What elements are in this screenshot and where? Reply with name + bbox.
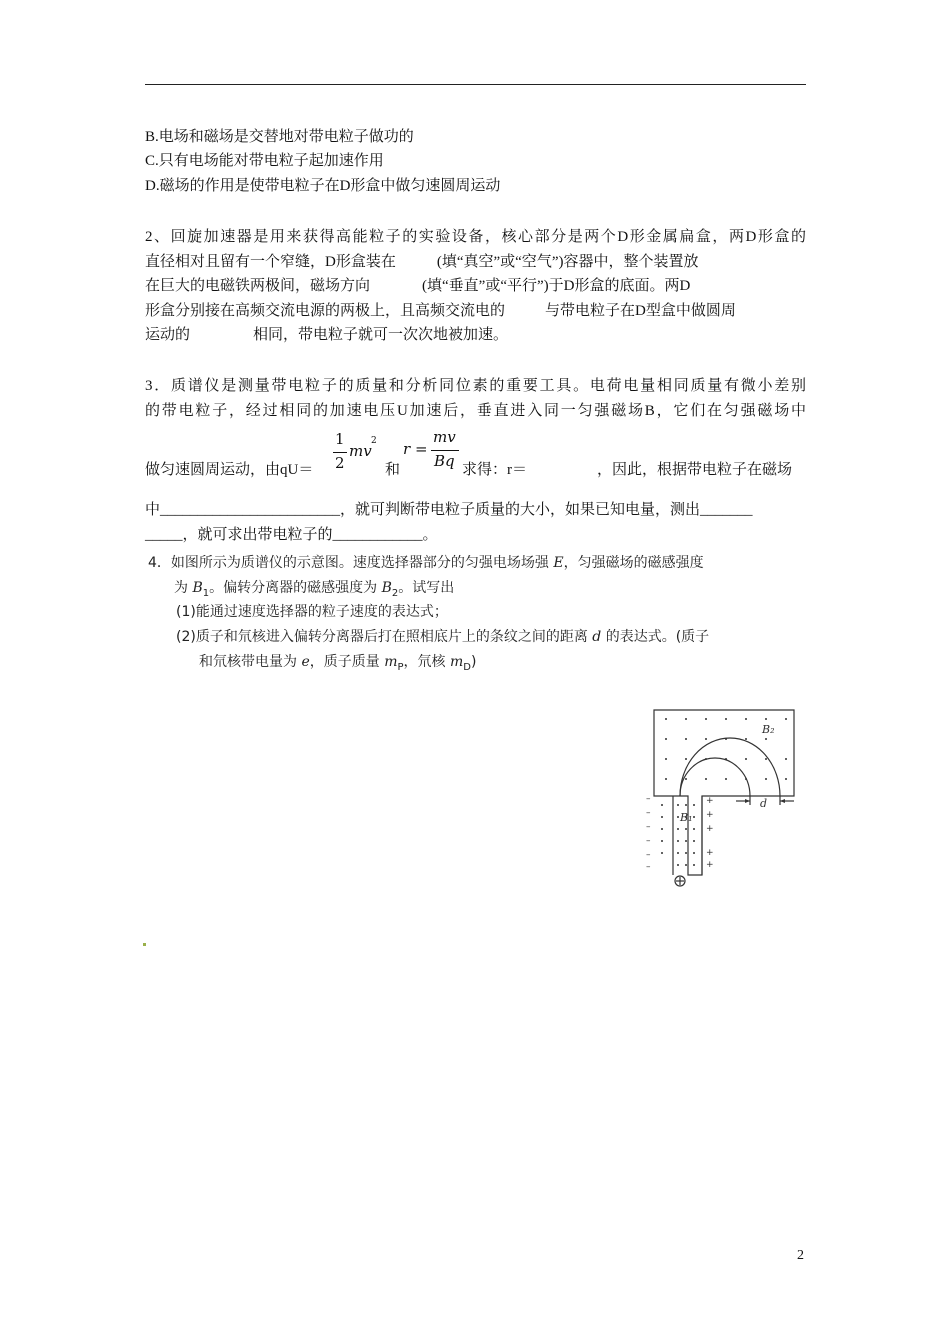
svg-text:–: – bbox=[646, 808, 651, 818]
q4-symbol-b1-sub: 1 bbox=[202, 588, 210, 599]
frac2-lhs: r = bbox=[403, 440, 428, 458]
svg-text:–: – bbox=[646, 822, 651, 832]
q4-item2-b: 的表达式。(质子 bbox=[601, 629, 710, 645]
header-rule bbox=[145, 84, 806, 85]
q3-line4-b: ，就可判断带电粒子质量的大小，如果已知电量，测出_______ bbox=[340, 502, 753, 518]
q4-item3 bbox=[199, 650, 476, 676]
frac1-bar bbox=[333, 452, 347, 453]
q4-symbol-e: e bbox=[301, 654, 310, 670]
label-b1: B₁ bbox=[680, 811, 693, 824]
q2-line1: 2、回旋加速器是用来获得高能粒子的实验设备，核心部分是两个D形金属扁盒，两D形盒的 bbox=[145, 229, 806, 245]
q4-symbol-b2: B bbox=[381, 580, 392, 596]
q2-line2-text: 直径相对且留有一个窄缝，D形盒装在 bbox=[145, 254, 396, 270]
q4-symbol-mp: m bbox=[384, 654, 398, 670]
q2-line4-text: 形盒分别接在高频交流电源的两极上，且高频交流电的 bbox=[145, 303, 506, 319]
q2-line2 bbox=[145, 250, 698, 274]
q4-symbol-md: m bbox=[449, 654, 464, 670]
svg-text:+: + bbox=[706, 810, 714, 820]
q4-item1: (1)能通过速度选择器的粒子速度的表达式； bbox=[176, 604, 448, 620]
q3-line1: 3．质谱仪是测量带电粒子的质量和分析同位素的重要工具。电荷电量相同质量有微小差别 bbox=[145, 378, 806, 394]
q4-item2 bbox=[176, 625, 709, 649]
q4-line1-b: ，匀强磁场的磁感强度 bbox=[563, 555, 704, 571]
q4-item3-c: ，氘核 bbox=[403, 654, 450, 670]
q4-line2-c: 。试写出 bbox=[398, 580, 455, 596]
q4-symbol-b1: B bbox=[192, 580, 203, 596]
q4-item2-a: (2)质子和氘核进入偏转分离器后打在照相底片上的条纹之间的距离 bbox=[176, 629, 593, 645]
q4-line1-a: 4．如图所示为质谱仪的示意图。速度选择器部分的匀强电场场强 bbox=[148, 555, 554, 571]
svg-text:–: – bbox=[646, 794, 651, 804]
stray-mark bbox=[143, 943, 146, 946]
q2-line5-text: 运动的 bbox=[145, 327, 191, 343]
svg-text:+: + bbox=[706, 796, 714, 806]
frac1-exponent: 2 bbox=[371, 436, 377, 446]
frac1-numerator: 1 bbox=[335, 430, 345, 448]
label-b2: B₂ bbox=[762, 723, 775, 736]
q3-line3-c: 求得：r＝ bbox=[462, 462, 527, 478]
svg-text:+: + bbox=[706, 848, 714, 858]
q2-line3 bbox=[145, 274, 690, 298]
q4-line1 bbox=[148, 551, 704, 575]
frac2-denominator: Bq bbox=[434, 452, 455, 470]
q4-symbol-e-field: E bbox=[553, 555, 564, 571]
q3-line2: 的带电粒子，经过相同的加速电压U加速后，垂直进入同一匀强磁场B，它们在匀强磁场中 bbox=[145, 403, 806, 419]
q3-line4-a: 中________________________ bbox=[145, 502, 341, 518]
svg-text:+: + bbox=[706, 860, 714, 870]
proton-path bbox=[680, 758, 750, 796]
q2-line2-text-b: (填“真空”或“空气”)容器中，整个装置放 bbox=[436, 254, 699, 270]
q2-line5-text-b: 相同，带电粒子就可一次次地被加速。 bbox=[253, 327, 509, 343]
q4-symbol-mp-sub: P bbox=[397, 662, 404, 673]
svg-text:–: – bbox=[646, 850, 651, 860]
q4-symbol-b2-sub: 2 bbox=[391, 588, 399, 599]
q3-line3 bbox=[145, 458, 313, 482]
frac1-mv: mv bbox=[349, 442, 372, 460]
frac1-denominator: 2 bbox=[335, 454, 345, 472]
q2-line3-text-b: (填“垂直”或“平行”)于D形盒的底面。两D bbox=[422, 278, 691, 294]
option-d: D.磁场的作用是使带电粒子在D形盒中做匀速圆周运动 bbox=[145, 178, 501, 194]
frac2-bar bbox=[431, 450, 459, 451]
deuteron-path bbox=[680, 738, 780, 796]
q2-line4-text-b: 与带电粒子在D型盒中做圆周 bbox=[545, 303, 736, 319]
q4-line2-b: 。偏转分离器的磁感强度为 bbox=[209, 580, 382, 596]
frac2-numerator: mv bbox=[433, 428, 456, 446]
q2-line4 bbox=[145, 299, 736, 323]
q4-symbol-md-sub: D bbox=[463, 662, 471, 673]
label-d: d bbox=[760, 797, 768, 810]
q4-item3-d: ) bbox=[470, 654, 477, 670]
q2-line5 bbox=[145, 323, 508, 347]
q4-line2-a: 为 bbox=[174, 580, 193, 596]
option-c: C.只有电场能对带电粒子起加速作用 bbox=[145, 153, 384, 169]
q4-line2 bbox=[174, 576, 454, 602]
q4-item3-b: ，质子质量 bbox=[309, 654, 385, 670]
svg-text:–: – bbox=[646, 862, 651, 872]
svg-text:–: – bbox=[646, 836, 651, 846]
q3-line3-a: 做匀速圆周运动，由qU＝ bbox=[145, 462, 314, 478]
option-b: B.电场和磁场是交替地对带电粒子做功的 bbox=[145, 129, 414, 145]
q4-item3-a: 和氘核带电量为 bbox=[199, 654, 302, 670]
q4-symbol-d: d bbox=[592, 629, 602, 645]
q3-line3-b: 和 bbox=[385, 462, 401, 478]
q3-line3-d: ，因此，根据带电粒子在磁场 bbox=[597, 462, 793, 478]
page-number: 2 bbox=[797, 1248, 804, 1263]
mass-spectrometer-diagram bbox=[640, 705, 800, 890]
svg-text:+: + bbox=[706, 824, 714, 834]
q3-line4 bbox=[145, 498, 753, 522]
q2-line3-text: 在巨大的电磁铁两极间，磁场方向 bbox=[145, 278, 371, 294]
q3-line5: _____，就可求出带电粒子的____________。 bbox=[145, 527, 438, 543]
